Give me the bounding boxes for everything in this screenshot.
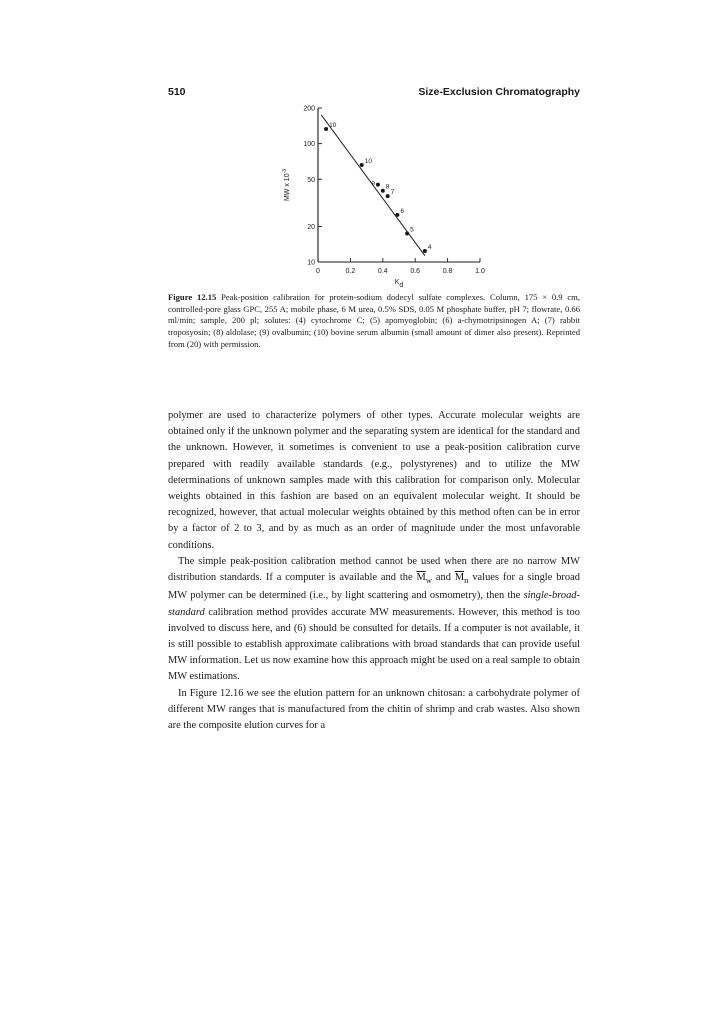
- y-tick-label: 50: [307, 176, 315, 184]
- p2-part-a: The simple peak-position calibration method cannot be used when there are no narrow MW distribution standards. If a computer is available and the: [168, 555, 580, 584]
- y-axis-label-exponent: -3: [282, 168, 288, 174]
- x-tick-label: 1.0: [475, 268, 485, 275]
- x-tick-label: 0.4: [377, 268, 388, 275]
- caption-text: Peak-position calibration for protein-sodium dodecyl sulfate complexes. Column, 175 × 0.9 cm, controlled-pore glass GPC, 255 A; mobile phase, 6 M urea, 0.5% SDS, 0.05 M phosphate buffer, pH 7; flowrate, 0.66 ml/min; sample, 200 pl; solutes: (4) cytochrome C; (5) apomyoglobin; (6) a-chymotripsinogen A; (7) rabbit troposyosin; (8) aldolase; (9) ovalbumin; (10) bovine serum albumin (small amount of dimer also present). Reprinted from (20) with permission.: [168, 292, 580, 349]
- data-point: [381, 189, 385, 193]
- data-point: [324, 127, 328, 131]
- data-point: [376, 183, 380, 187]
- y-tick-label: 20: [307, 223, 315, 231]
- running-header: [168, 86, 580, 100]
- paragraph-1: polymer are used to characterize polymers of other types. Accurate molecular weights are obtained only if the unknown polymer and the separating system are identical for the standard and the unknown. However, it sometimes is convenient to use a peak-position calibration curve prepared with readily available standards (e.g., polystyrenes) and to utilize the MW determinations of unknown samples made with this calibration for comparison only. Molecular weights obtained in this fashion are based on an equivalent molecular weight. It should be recognized, however, that actual molecular weights obtained by this method often can be in error by a factor of 2 to 3, and by as much as an order of magnitude under the most unfavorable conditions.: [168, 410, 580, 551]
- data-point-label: 7: [390, 189, 395, 197]
- mn-symbol: $\overline{M}$: [454, 572, 465, 584]
- figure-caption: [168, 292, 580, 351]
- x-axis-label-subscript: d: [399, 282, 404, 289]
- data-point-label: 6: [400, 207, 405, 215]
- data-point-label: 8: [385, 183, 390, 191]
- paragraph-3: In Figure 12.16 we see the elution pattern for an unknown chitosan: a carbohydrate polymer of different MW ranges that is manufactured from the chitin of shrimp and crab wastes. Also shown are the composite elution curves for a: [168, 687, 580, 731]
- mn-subscript: n: [464, 575, 469, 586]
- paragraph-2: [168, 554, 580, 686]
- p2-part-c: values for a single broad MW polymer can be determined (i.e., by light scattering and osmometry), then the: [168, 572, 580, 602]
- data-point-label: 10: [364, 157, 372, 165]
- data-points: [324, 122, 432, 253]
- y-axis-label-main: MW x 10: [284, 173, 291, 202]
- p2-emphasis: single-broad-standard: [168, 590, 580, 618]
- data-point: [405, 232, 409, 236]
- y-tick-label: 200: [303, 105, 315, 113]
- body-text: [168, 408, 580, 734]
- data-point: [360, 163, 364, 167]
- data-point-label: 5: [410, 226, 414, 234]
- x-axis-label-main: K: [394, 279, 400, 286]
- running-title: Size-Exclusion Chromatography: [418, 86, 580, 98]
- page-number: 510: [168, 86, 186, 98]
- p2-part-d: calibration method provides accurate MW measurements. However, this method is too involved to discuss here, and (6) should be consulted for details. If a computer is not available, it is still possible to establish approximate calibrations with broad standards that can provide useful MW information. Let us now examine how this approach might be used on a real sample to obtain MW estimations.: [168, 606, 580, 683]
- mw-symbol: $\overline{M}$: [416, 572, 426, 584]
- x-tick-label: 0: [316, 268, 320, 275]
- chart-axes: [318, 108, 480, 262]
- calibration-figure: [270, 100, 500, 289]
- data-point: [423, 249, 427, 253]
- caption-label: Figure 12.15: [168, 292, 217, 302]
- data-point-label: 10: [329, 121, 337, 129]
- x-tick-label: 0.8: [442, 268, 453, 275]
- mw-subscript: w: [425, 575, 433, 586]
- data-point: [395, 213, 399, 217]
- x-tick-label: 0.2: [345, 268, 356, 275]
- data-point: [386, 194, 390, 198]
- x-axis-label: [395, 279, 404, 289]
- y-axis-label: [282, 169, 291, 201]
- calibration-chart: [270, 100, 500, 289]
- x-tick-label: 0.6: [410, 268, 421, 275]
- data-point-label: 4: [427, 243, 432, 251]
- y-tick-label: 100: [303, 141, 315, 149]
- y-tick-label: 10: [307, 259, 315, 267]
- data-point-label: 9: [371, 180, 375, 188]
- p2-part-b: and: [432, 572, 455, 584]
